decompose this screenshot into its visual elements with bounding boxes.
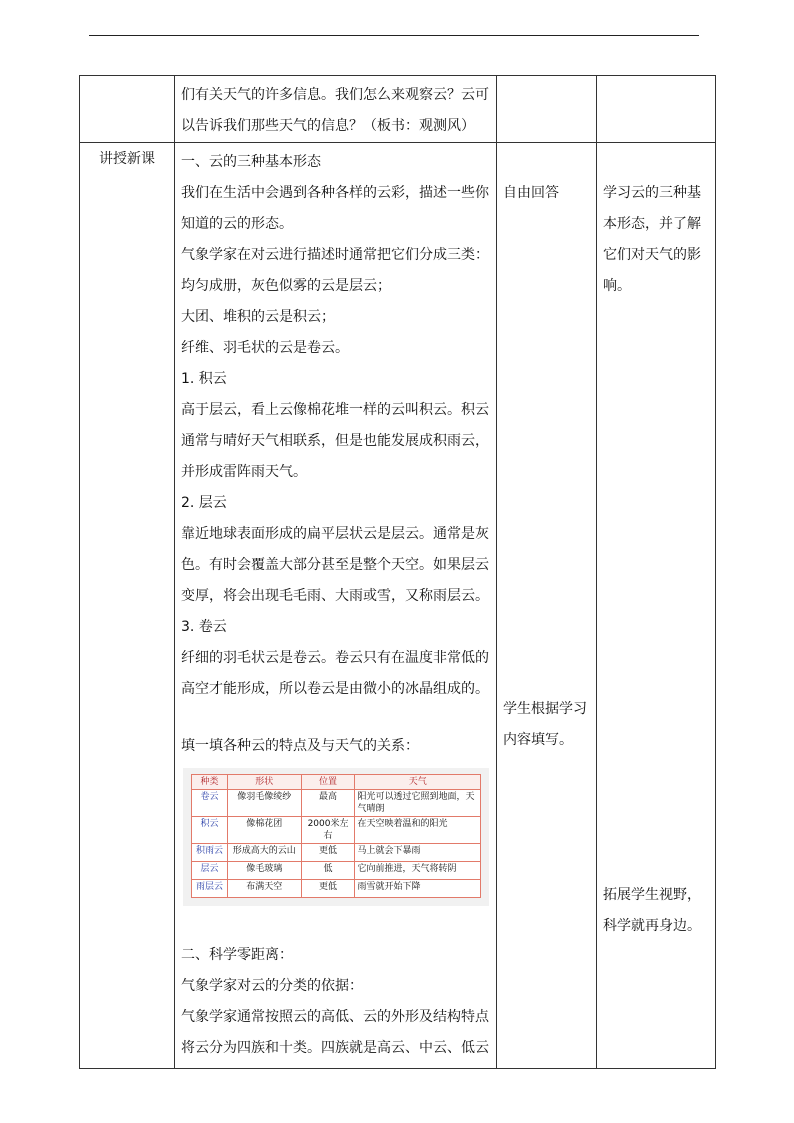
- cloud-table: [191, 774, 481, 898]
- table-row: [192, 862, 481, 880]
- paragraph-line: 纤细的羽毛状云是卷云。卷云只有在温度非常低的: [181, 650, 489, 666]
- paragraph-line: 气象学家通常按照云的高低、云的外形及结构特点: [181, 1009, 489, 1025]
- table-row: [192, 790, 481, 817]
- stage-cell-empty: [80, 76, 175, 143]
- table-row: [192, 844, 481, 862]
- cloud-position: 更低: [301, 844, 355, 862]
- cloud-shape: 像棉花团: [227, 817, 301, 844]
- cloud-shape: 像毛玻璃: [227, 862, 301, 880]
- lesson-plan-table: [79, 75, 716, 1069]
- teacher-content: [175, 143, 496, 1064]
- paragraph-line: 纤维、羽毛状的云是卷云。: [181, 340, 349, 356]
- design-intent-text: 响。: [603, 278, 631, 294]
- cloud-weather: 阳光可以透过它照到地面，天气晴朗: [355, 790, 481, 817]
- paragraph-line: 我们在生活中会遇到各种各样的云彩，描述一些你: [181, 185, 489, 201]
- student-activity-cell: [497, 143, 597, 1069]
- stage-label: 讲授新课: [99, 151, 155, 167]
- design-intent-text: 学习云的三种基: [603, 185, 701, 201]
- student-activity-text: 内容填写。: [503, 732, 573, 748]
- cloud-position: 2000米左右: [301, 817, 355, 844]
- spacer: [181, 914, 490, 940]
- cloud-kind: 积云: [192, 817, 228, 844]
- spacer: [181, 705, 490, 731]
- student-activity-text: 学生根据学习: [503, 701, 587, 717]
- paragraph-line: 高空才能形成，所以卷云是由微小的冰晶组成的。: [181, 681, 489, 697]
- cloud-position: 低: [301, 862, 355, 880]
- design-intent-text: 本形态，并了解: [603, 216, 701, 232]
- table-row: [80, 143, 716, 1069]
- table-row: [192, 817, 481, 844]
- cloud-position: 更低: [301, 880, 355, 898]
- paragraph-line: 均匀成册，灰色似雾的云是层云；: [181, 278, 391, 294]
- design-intent-cell-empty: [597, 76, 716, 143]
- design-intent-cell: [597, 143, 716, 1069]
- section-heading: 一、云的三种基本形态: [181, 154, 321, 170]
- paragraph-line: 们有关天气的许多信息。我们怎么来观察云？云可: [181, 87, 489, 103]
- cloud-shape: 形成高大的云山: [227, 844, 301, 862]
- teacher-activity-cell: [175, 76, 497, 143]
- cloud-weather: 它向前推进，天气将转阴: [355, 862, 481, 880]
- teacher-activity-cell: [175, 143, 497, 1069]
- subsection-heading: 1. 积云: [181, 371, 227, 387]
- paragraph-line: 靠近地球表面形成的扁平层状云是层云。通常是灰: [181, 526, 489, 542]
- cloud-shape: 像羽毛像绫纱: [227, 790, 301, 817]
- header-rule: [89, 35, 699, 36]
- student-activity-text: 自由回答: [503, 185, 559, 201]
- stage-cell: [80, 143, 175, 1069]
- cloud-kind: 雨层云: [192, 880, 228, 898]
- design-intent-text: 它们对天气的影: [603, 247, 701, 263]
- header-cell: 种类: [192, 775, 228, 790]
- table-row: [80, 76, 716, 143]
- cloud-kind: 层云: [192, 862, 228, 880]
- cloud-shape: 布满天空: [227, 880, 301, 898]
- cloud-weather: 雨雪就开始下降: [355, 880, 481, 898]
- cloud-weather: 在天空映着温和的阳光: [355, 817, 481, 844]
- fill-prompt: 填一填各种云的特点及与天气的关系：: [181, 738, 419, 754]
- cloud-table-header: [192, 775, 481, 790]
- paragraph-line: 知道的云的形态。: [181, 216, 293, 232]
- paragraph-line: 高于层云，看上云像棉花堆一样的云叫积云。积云: [181, 402, 489, 418]
- cloud-kind: 卷云: [192, 790, 228, 817]
- paragraph-line: 将云分为四族和十类。四族就是高云、中云、低云: [181, 1040, 489, 1056]
- subsection-heading: 3. 卷云: [181, 619, 227, 635]
- design-intent-text: 拓展学生视野，: [603, 887, 701, 903]
- cloud-table-figure: [183, 768, 489, 906]
- section-heading: 二、科学零距离：: [181, 947, 293, 963]
- student-activity-cell-empty: [497, 76, 597, 143]
- cloud-kind: 积雨云: [192, 844, 228, 862]
- header-cell: 位置: [301, 775, 355, 790]
- paragraph-line: 并形成雷阵雨天气。: [181, 464, 307, 480]
- cloud-position: 最高: [301, 790, 355, 817]
- design-intent-text: 科学就再身边。: [603, 918, 701, 934]
- header-cell: 形状: [227, 775, 301, 790]
- paragraph-line: 变厚，将会出现毛毛雨、大雨或雪，又称雨层云。: [181, 588, 489, 604]
- header-cell: 天气: [355, 775, 481, 790]
- paragraph-line: 气象学家在对云进行描述时通常把它们分成三类：: [181, 247, 489, 263]
- table-row: [192, 880, 481, 898]
- paragraph-line: 色。有时会覆盖大部分甚至是整个天空。如果层云: [181, 557, 489, 573]
- subsection-heading: 2. 层云: [181, 495, 227, 511]
- paragraph-line: 通常与晴好天气相联系，但是也能发展成积雨云，: [181, 433, 489, 449]
- paragraph-line: 大团、堆积的云是积云；: [181, 309, 335, 325]
- paragraph-line: 气象学家对云的分类的依据：: [181, 978, 363, 994]
- cloud-weather: 马上就会下暴雨: [355, 844, 481, 862]
- paragraph-line: 以告诉我们那些天气的信息？（板书：观测风）: [181, 118, 475, 134]
